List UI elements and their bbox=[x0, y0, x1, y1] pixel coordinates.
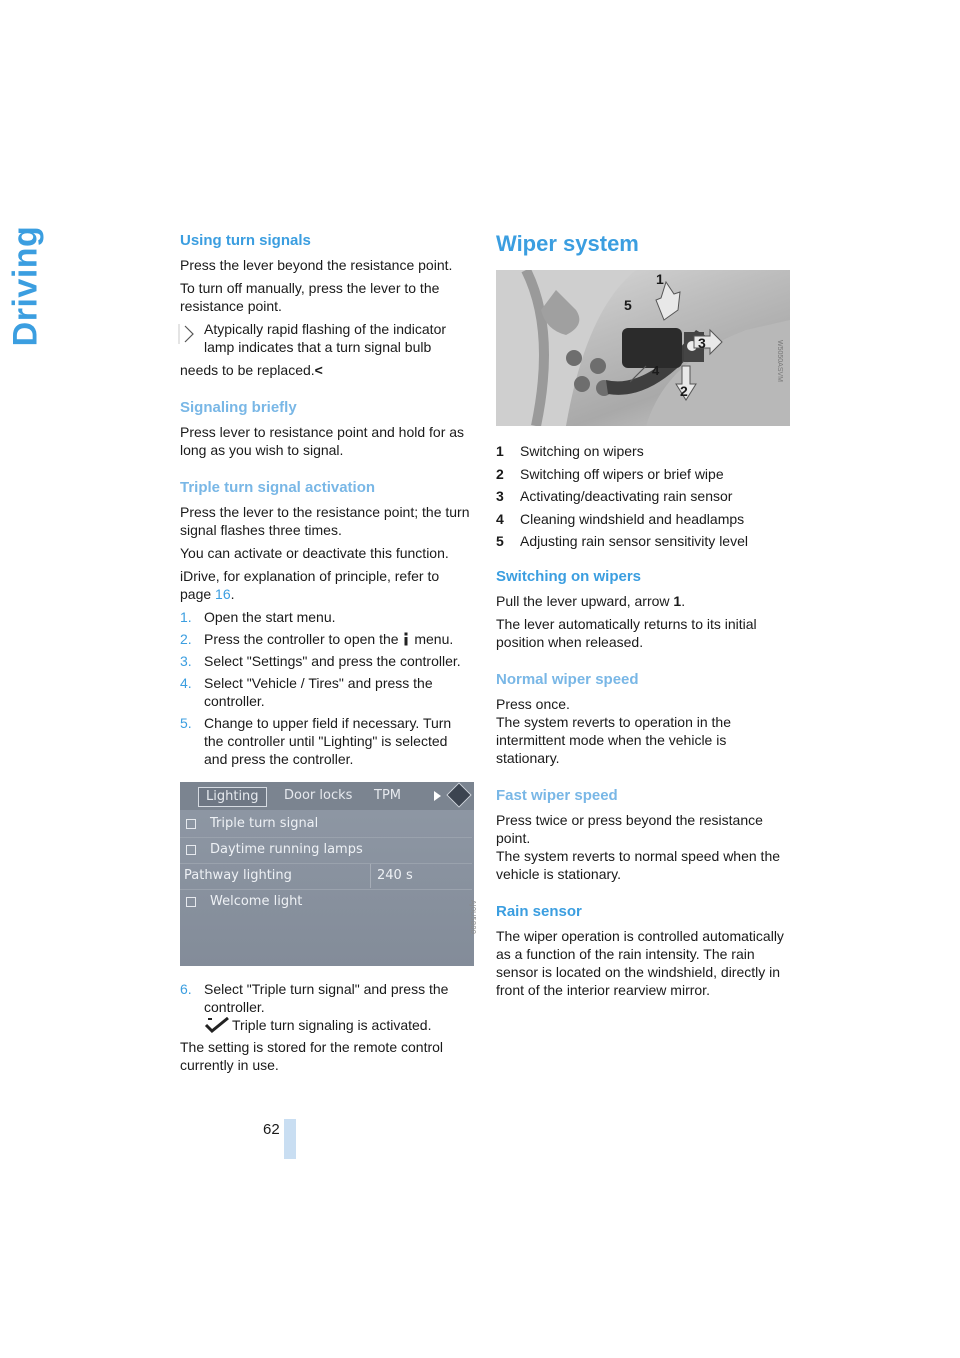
paragraph: iDrive, for explanation of principle, refer to page 16. bbox=[180, 568, 440, 602]
screen-value: 240 s bbox=[370, 864, 413, 888]
heading-rain-sensor: Rain sensor bbox=[496, 903, 582, 920]
paragraph: The system reverts to normal speed when the vehicle is stationary. bbox=[496, 848, 781, 882]
page-link[interactable]: 16 bbox=[215, 586, 231, 602]
arrow-right-icon bbox=[434, 791, 441, 801]
image-code: W5050ASVM bbox=[776, 340, 783, 383]
callout-1: 1 bbox=[656, 271, 664, 287]
list-item: 2 Switching off wipers or brief wipe bbox=[496, 465, 724, 482]
caution-arrow-icon bbox=[176, 323, 202, 345]
list-item: 1. Open the start menu. bbox=[180, 609, 336, 625]
section-tab bbox=[5, 226, 45, 346]
list-item: 6. Select "Triple turn signal" and press the controller. Triple turn signaling is activated. bbox=[180, 981, 449, 1033]
list-item: 3. Select "Settings" and press the controller. bbox=[180, 653, 461, 669]
heading-normal-wiper-speed: Normal wiper speed bbox=[496, 671, 639, 688]
paragraph: The setting is stored for the remote control currently in use. bbox=[180, 1039, 444, 1073]
paragraph: Press the lever beyond the resistance point. bbox=[180, 257, 453, 273]
callout-2: 2 bbox=[680, 383, 688, 399]
paragraph: Press once. bbox=[496, 696, 570, 712]
heading-using-turn-signals: Using turn signals bbox=[180, 232, 311, 249]
screen-row: Triple turn signal bbox=[186, 812, 470, 836]
list-item: 5 Adjusting rain sensor sensitivity level bbox=[496, 533, 748, 549]
controller-icon bbox=[446, 782, 471, 807]
paragraph: To turn off manually, press the lever to the resistance point. bbox=[180, 280, 440, 314]
right-column bbox=[496, 232, 790, 1004]
paragraph: You can activate or deactivate this function. bbox=[180, 545, 449, 561]
callout-5: 5 bbox=[624, 297, 632, 313]
paragraph: Press the lever to the resistance point; the turn signal flashes three times. bbox=[180, 504, 470, 538]
wiper-illustration bbox=[496, 270, 790, 426]
callout-3: 3 bbox=[698, 335, 706, 351]
caution-note bbox=[180, 320, 472, 356]
tab-door-locks: Door locks bbox=[284, 788, 353, 803]
heading-wiper-system: Wiper system bbox=[496, 231, 639, 256]
heading-signaling-briefly: Signaling briefly bbox=[180, 399, 297, 416]
idrive-screen bbox=[180, 782, 477, 966]
heading-switching-on-wipers: Switching on wipers bbox=[496, 568, 642, 585]
wiper-legend bbox=[496, 442, 790, 550]
paragraph: The wiper operation is controlled automatically as a function of the rain intensity. The rain sensor is located on the windshield, directly in front of the interior rearview mirror. bbox=[496, 928, 784, 998]
paragraph: The system reverts to operation in the intermittent mode when the vehicle is stationary. bbox=[496, 714, 731, 766]
screen-row: Daytime running lamps bbox=[186, 838, 470, 862]
tab-lighting: Lighting bbox=[198, 787, 267, 807]
paragraph: Pull the lever upward, arrow 1. bbox=[496, 593, 686, 609]
screen-row: Welcome light bbox=[186, 890, 470, 914]
checkbox-icon bbox=[186, 819, 196, 829]
wiper-lever-image bbox=[496, 270, 790, 426]
list-item: 5. Change to upper field if necessary. Turn the controller until "Lighting" is selected and press the controller. bbox=[180, 715, 452, 767]
list-item: 2. Press the controller to open the menu. bbox=[180, 631, 454, 647]
note-end-mark: < bbox=[314, 362, 323, 378]
page-marker-bar bbox=[284, 1119, 296, 1159]
section-title: Driving bbox=[6, 225, 44, 347]
page-number: 62 bbox=[263, 1121, 280, 1138]
list-item: 1 Switching on wipers bbox=[496, 443, 644, 459]
checkmark-icon bbox=[204, 1017, 230, 1033]
note-continuation: needs to be replaced.< bbox=[180, 362, 323, 378]
checkbox-icon bbox=[186, 845, 196, 855]
steps-list bbox=[180, 608, 472, 768]
paragraph: Press twice or press beyond the resistance point. bbox=[496, 812, 763, 846]
list-item: 4. Select "Vehicle / Tires" and press the controller. bbox=[180, 675, 433, 709]
paragraph: Press lever to resistance point and hold for as long as you wish to signal. bbox=[180, 424, 465, 458]
paragraph: The lever automatically returns to its initial position when released. bbox=[496, 616, 757, 650]
screen-row: Pathway lighting 240 s bbox=[186, 864, 470, 888]
image-code: AJ0U5800 bbox=[468, 899, 477, 935]
note-text: Atypically rapid flashing of the indicator lamp indicates that a turn signal bulb bbox=[204, 321, 447, 355]
checkbox-icon bbox=[186, 897, 196, 907]
heading-triple-turn: Triple turn signal activation bbox=[180, 479, 376, 496]
screen-tab-bar bbox=[180, 782, 474, 810]
steps-list-continued bbox=[180, 980, 472, 1034]
left-column bbox=[180, 232, 477, 1079]
list-item: 4 Cleaning windshield and headlamps bbox=[496, 510, 745, 527]
tab-tpm: TPM bbox=[374, 788, 401, 803]
callout-4: 4 bbox=[652, 363, 660, 378]
heading-fast-wiper-speed: Fast wiper speed bbox=[496, 787, 618, 804]
list-item: 3 Activating/deactivating rain sensor bbox=[496, 488, 733, 504]
